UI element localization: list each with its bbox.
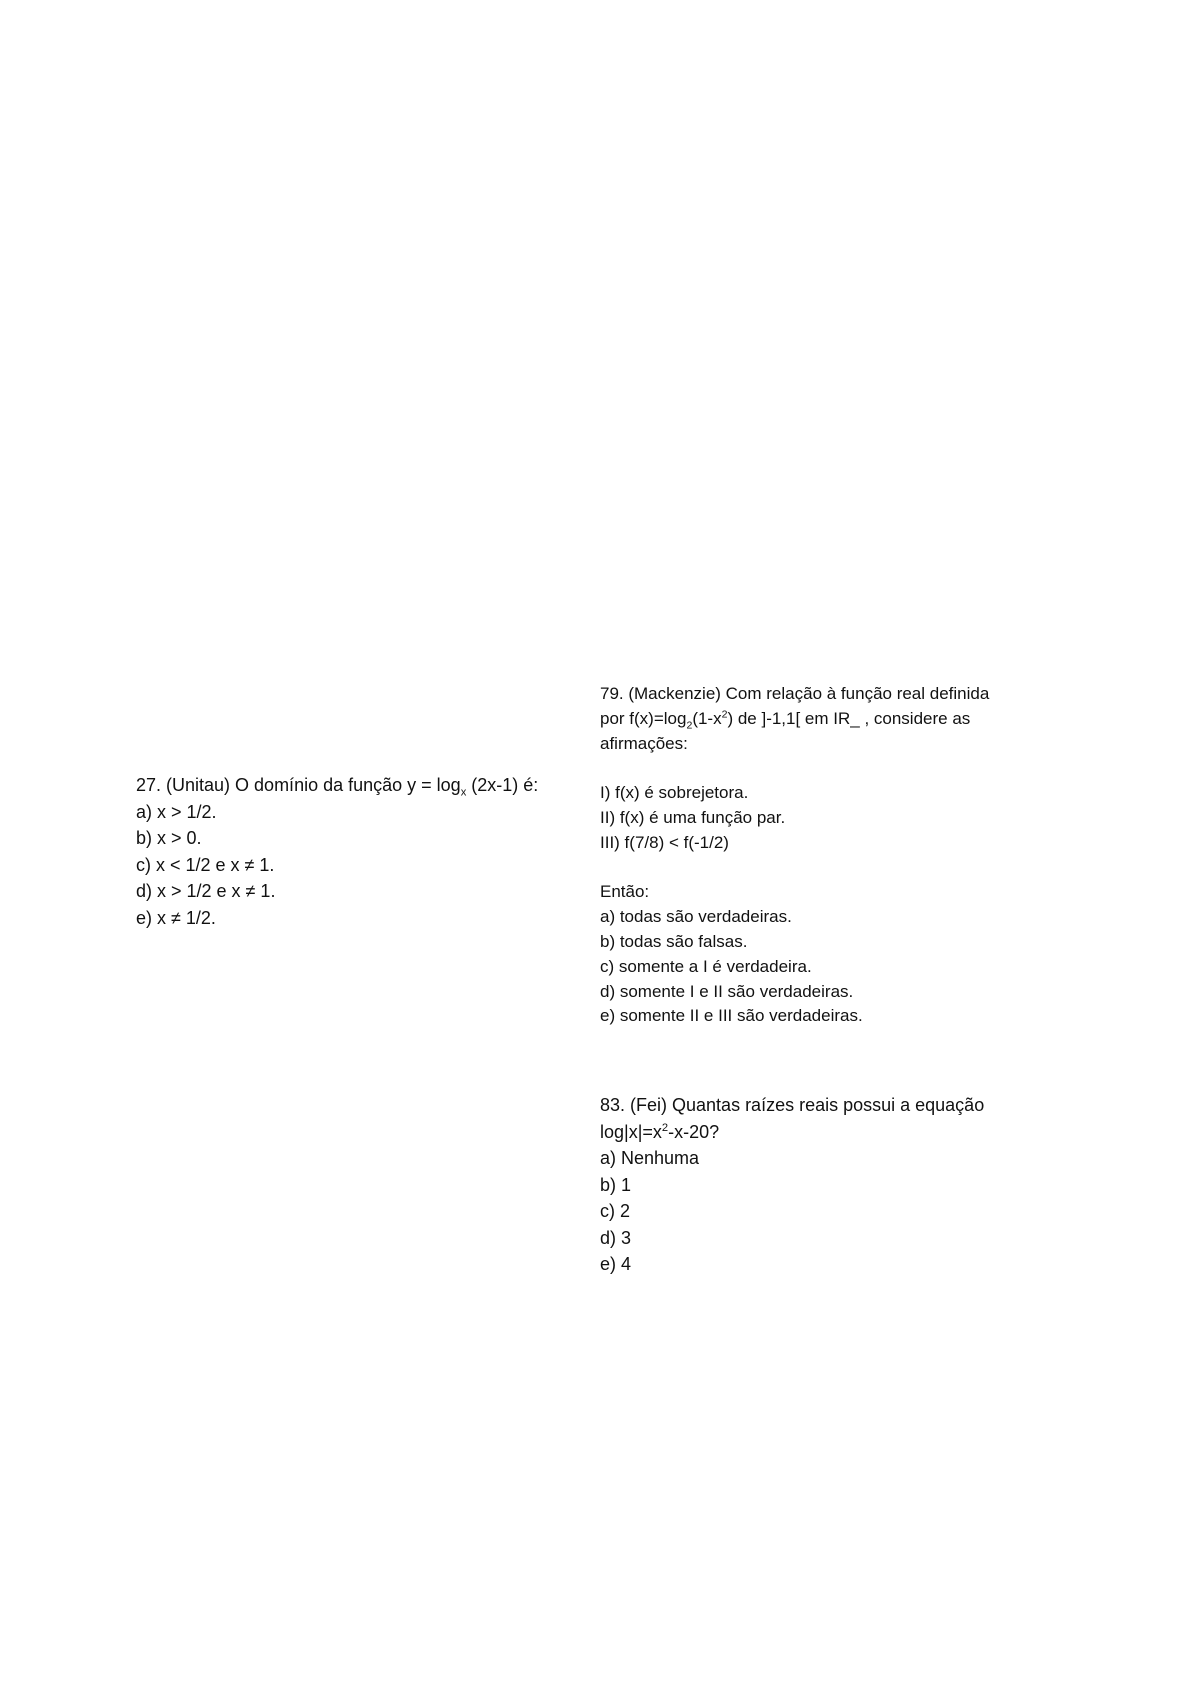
option-d: d) x > 1/2 e x ≠ 1. [136, 881, 276, 901]
option-d: d) 3 [600, 1227, 632, 1248]
option-e: e) x ≠ 1/2. [136, 907, 216, 928]
option-c: c) 2 [600, 1201, 631, 1221]
question-79 [600, 682, 1040, 1029]
question-83-stem-line-2 [600, 1119, 1040, 1146]
option-c: c) x < 1/2 e x ≠ 1. [136, 854, 275, 875]
question-79-stem-line-1: 79. (Mackenzie) Com relação à função real definida [600, 684, 990, 703]
question-83-stem-line-1: 83. (Fei) Quantas raízes reais possui a equação [600, 1095, 985, 1115]
option-a: a) Nenhuma [600, 1148, 700, 1168]
option-a: a) todas são verdadeiras. [600, 907, 792, 927]
option-a: a) x > 1/2. [136, 801, 217, 822]
statement-1: I) f(x) é sobrejetora. [600, 783, 749, 803]
statement-3: III) f(7/8) < f(-1/2) [600, 832, 729, 852]
question-27-stem-text: 27. (Unitau) O domínio da função y = log [136, 775, 461, 795]
stem-text: -x-20? [668, 1121, 720, 1142]
option-e: e) 4 [600, 1254, 632, 1274]
statement-2: II) f(x) é uma função par. [600, 807, 786, 827]
option-c: c) somente a I é verdadeira. [600, 956, 812, 976]
option-e: e) somente II e III são verdadeiras. [600, 1006, 863, 1026]
exponent: 2 [661, 1121, 669, 1134]
stem-text: ) de ]-1,1[ em IR_ , considere as [727, 708, 971, 728]
stem-text: log|x|=x [600, 1121, 662, 1142]
log-base: 2 [686, 719, 693, 732]
then-label: Então: [600, 882, 650, 902]
question-27-stem-text-end: (2x-1) é: [466, 775, 539, 795]
option-b: b) 1 [600, 1174, 632, 1195]
spacer [600, 856, 1040, 881]
option-b: b) x > 0. [136, 828, 202, 848]
question-27 [136, 772, 576, 931]
question-27-stem [136, 772, 576, 799]
log-base: x [460, 786, 467, 799]
question-79-stem-line-3: afirmações: [600, 733, 688, 753]
question-79-stem-line-2 [600, 707, 1040, 732]
stem-text: por f(x)=log [600, 708, 687, 728]
question-83 [600, 1092, 1040, 1278]
option-b: b) todas são falsas. [600, 931, 748, 951]
spacer [600, 756, 1040, 781]
option-d: d) somente I e II são verdadeiras. [600, 981, 854, 1001]
exponent: 2 [721, 708, 728, 721]
stem-text: (1-x [692, 708, 722, 728]
